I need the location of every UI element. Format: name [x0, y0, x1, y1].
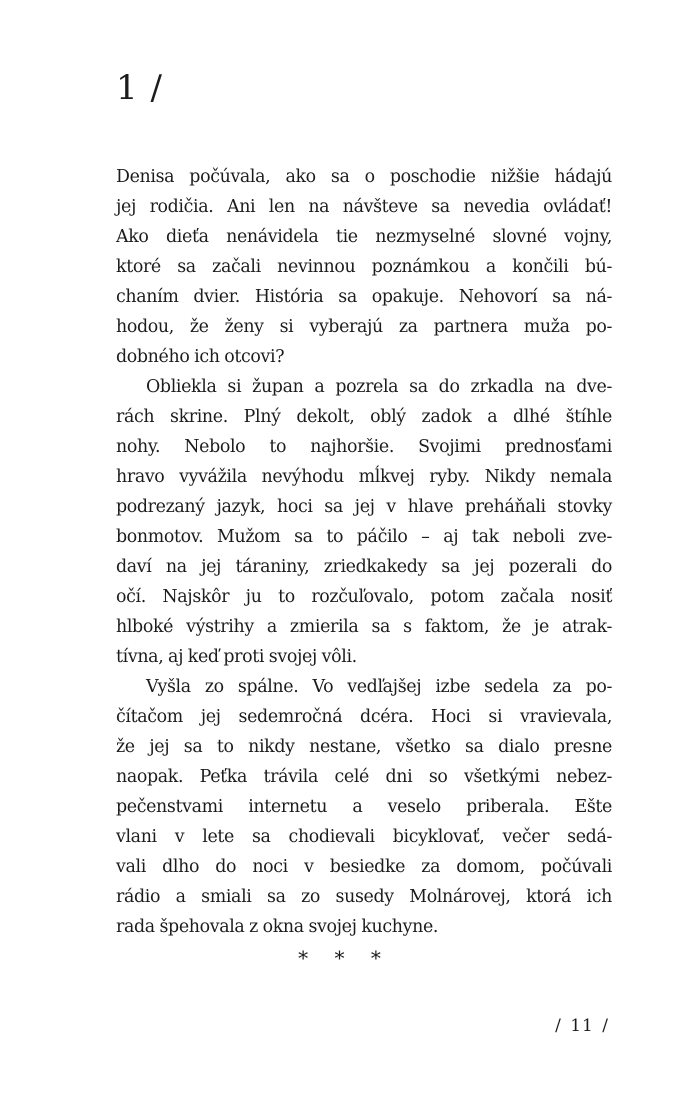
section-separator: * * * — [298, 946, 391, 970]
text-line: očí. Najskôr ju to rozčuľovalo, potom začala nosiť — [116, 587, 612, 607]
paragraph — [116, 372, 612, 672]
text-line: ktoré sa začali nevinnou poznámkou a končili bú- — [116, 257, 612, 277]
text-line: Vyšla zo spálne. Vo vedľajšej izbe sedela za po- — [146, 677, 612, 697]
text-line: vlani v lete sa chodievali bicyklovať, večer sedá- — [116, 827, 612, 847]
text-line: rách skrine. Plný dekolt, oblý zadok a dlhé štíhle — [116, 407, 612, 427]
text-line: hlboké výstrihy a zmierila sa s faktom, že je atrak- — [116, 617, 612, 637]
text-line: Ako dieťa nenávidela tie nezmyselné slovné vojny, — [116, 227, 612, 247]
text-line: že jej sa to nikdy nestane, všetko sa dialo presne — [116, 737, 612, 757]
text-line: bonmotov. Mužom sa to páčilo – aj tak neboli zve- — [116, 527, 612, 547]
text-line: daví na jej táraniny, zriedkakedy sa jej pozerali do — [116, 557, 612, 577]
chapter-number: 1 / — [116, 68, 163, 108]
text-line: vali dlho do noci v besiedke za domom, počúvali — [116, 857, 612, 877]
text-line: Obliekla si župan a pozrela sa do zrkadla na dve- — [146, 377, 612, 397]
text-line: hravo vyvážila nevýhodu mĺkvej ryby. Nikdy nemala — [116, 467, 612, 487]
text-line: naopak. Peťka trávila celé dni so všetkými nebez- — [116, 767, 612, 787]
text-line: jej rodičia. Ani len na návšteve sa nevedia ovládať! — [116, 197, 612, 217]
chapter-body-text — [116, 162, 612, 942]
text-line: čítačom jej sedemročná dcéra. Hoci si vravievala, — [116, 707, 612, 727]
text-line: tívna, aj keď proti svojej vôli. — [116, 647, 357, 667]
text-line: podrezaný jazyk, hoci sa jej v hlave preháňali stovky — [116, 497, 612, 517]
text-line: rádio a smiali sa zo susedy Molnárovej, ktorá ich — [116, 887, 612, 907]
paragraph — [116, 672, 612, 942]
text-line: Denisa počúvala, ako sa o poschodie nižšie hádajú — [116, 167, 612, 187]
text-line: hodou, že ženy si vyberajú za partnera muža po- — [116, 317, 612, 337]
text-line: dobného ich otcovi? — [116, 347, 285, 367]
text-line: nohy. Nebolo to najhoršie. Svojimi prednosťami — [116, 437, 612, 457]
page-number: / 11 / — [555, 1016, 609, 1036]
text-line: rada špehovala z okna svojej kuchyne. — [116, 917, 439, 937]
text-line: pečenstvami internetu a veselo priberala. Ešte — [116, 797, 612, 817]
text-line: chaním dvier. História sa opakuje. Nehovorí sa ná- — [116, 287, 612, 307]
paragraph — [116, 162, 612, 372]
